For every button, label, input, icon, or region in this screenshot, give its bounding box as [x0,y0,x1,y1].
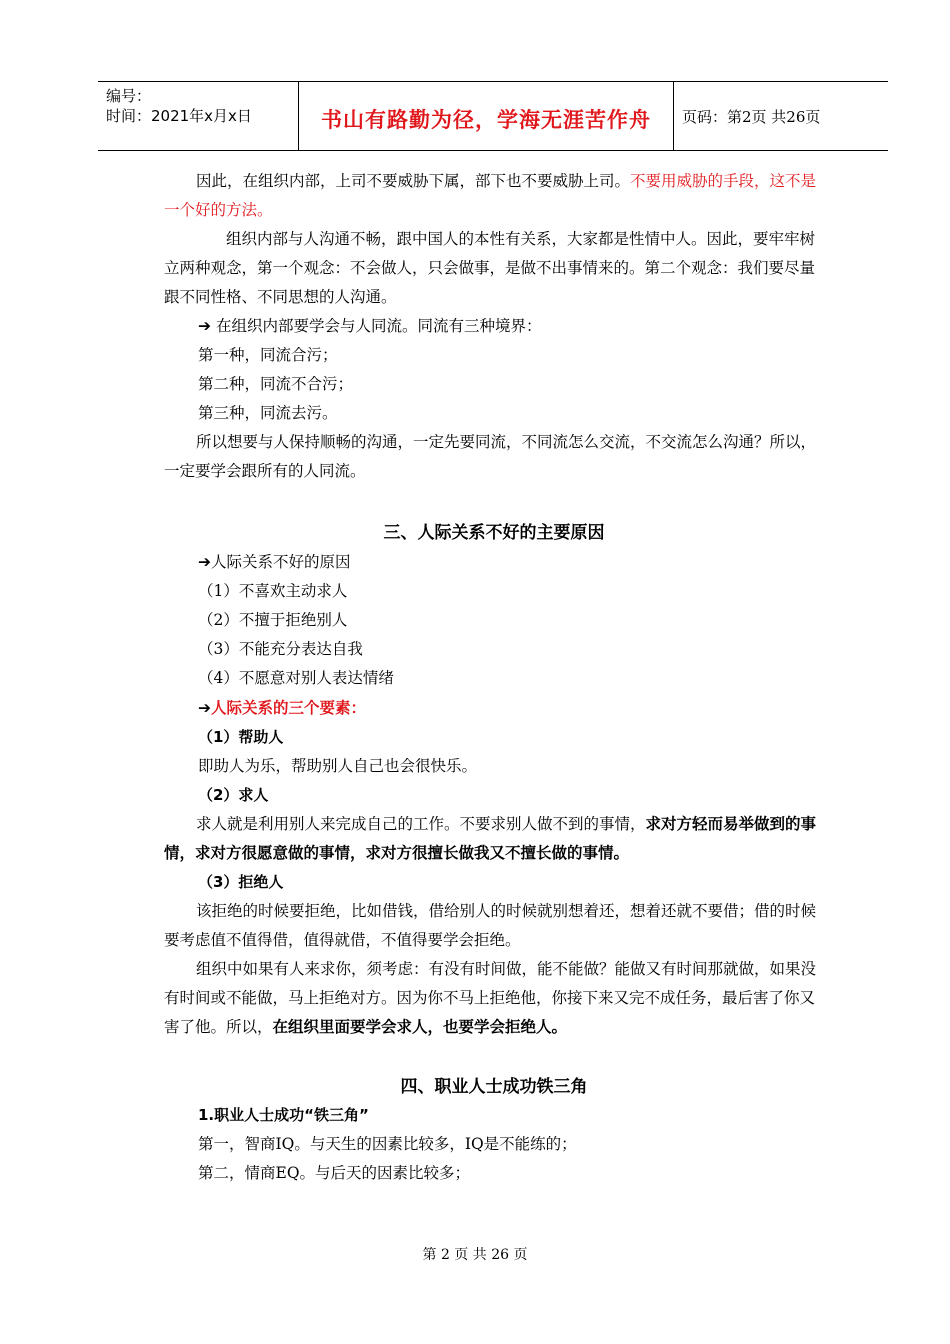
realm-item: 第二种，同流不合污； [198,375,354,393]
reason-item: （4）不愿意对别人表达情绪 [198,669,394,687]
list-item: 第一，智商IQ。与天生的因素比较多，IQ是不能练的； [198,1135,577,1153]
header-page-cell [673,82,888,150]
header-motto-cell [298,82,674,150]
section-3-heading: 三、人际关系不好的主要原因 [383,523,605,543]
document-number-label: 编号： [106,87,152,105]
section-4-subheading: 1.职业人士成功“铁三角” [198,1106,369,1124]
paragraph-highlight: 不要用威胁的手段，这不是一个好的方法。 [164,172,817,219]
arrow-right-icon: ➔ [198,553,211,571]
page-footer: 第 2 页 共 26 页 [422,1247,528,1263]
paragraph-text: 因此，在组织内部，上司不要威胁下属，部下也不要威胁上司。 [196,172,631,190]
paragraph-text: 求人就是利用别人来完成自己的工作。不要求别人做不到的事情， [196,815,646,833]
header-motto: 书山有路勤为径，学海无涯苦作舟 [321,107,651,132]
element-2-text [164,810,824,868]
header-page-info: 页码：第2页 共26页 [682,108,821,126]
header-meta [98,82,298,150]
list-item: 第二，情商EQ。与后天的因素比较多； [198,1164,471,1182]
document-time-label: 时间：2021年x月x日 [106,107,252,125]
arrow-line-text: 在组织内部要学会与人同流。同流有三种境界： [215,317,542,335]
element-3-title: （3）拒绝人 [198,873,284,891]
paragraph-emphasis: 求对方轻而易举做到的事情，求对方很愿意做的事情，求对方很擅长做我又不擅长做的事情。 [164,815,817,862]
element-1-title: （1）帮助人 [198,728,284,746]
arrow-right-icon: ➔ [198,317,211,335]
elements-heading-text: 人际关系的三个要素： [211,698,367,717]
reason-item: （3）不能充分表达自我 [198,640,363,658]
element-2-title: （2）求人 [198,786,269,804]
paragraph-emphasis: 在组织里面要学会求人，也要学会拒绝人。 [272,1018,568,1036]
element-1-text: 即助人为乐，帮助别人自己也会很快乐。 [198,757,478,775]
arrow-line-same-flow [198,312,541,341]
realm-item: 第三种，同流去污。 [198,404,338,422]
realm-item: 第一种，同流合污； [198,346,338,364]
paragraph-same-flow-summary: 所以想要与人保持顺畅的沟通，一定先要同流，不同流怎么交流，不交流怎么沟通？所以，一定要学会跟所有的人同流。 [164,433,817,480]
section-4-heading: 四、职业人士成功铁三角 [400,1077,588,1097]
reason-item: （1）不喜欢主动求人 [198,582,348,600]
reasons-heading [198,548,351,577]
elements-heading [198,693,366,723]
element-3-text: 该拒绝的时候要拒绝，比如借钱，借给别人的时候就别想着还，想着还就不要借；借的时候要考虑值不值得借，值得就借，不值得要学会拒绝。 [164,902,817,949]
paragraph-text: 组织中如果有人来求你，须考虑：有没有时间做，能不能做？能做又有时间那就做，如果没有时间或不能做，马上拒绝对方。因为你不马上拒绝他，你接下来又完不成任务，最后害了你又害了他。所以， [164,960,817,1036]
paragraph-refuse-advice [164,955,824,1042]
arrow-right-icon: ➔ [198,699,211,717]
paragraph-threat [164,167,824,225]
reason-item: （2）不擅于拒绝别人 [198,611,348,629]
page-header [98,81,888,151]
paragraph-communication: 组织内部与人沟通不畅，跟中国人的本性有关系，大家都是性情中人。因此，要牢牢树立两种观念，第一个观念：不会做人，只会做事，是做不出事情来的。第二个观念：我们要尽量跟不同性格、不同思想的人沟通。 [164,230,816,306]
reasons-heading-text: 人际关系不好的原因 [211,553,351,571]
